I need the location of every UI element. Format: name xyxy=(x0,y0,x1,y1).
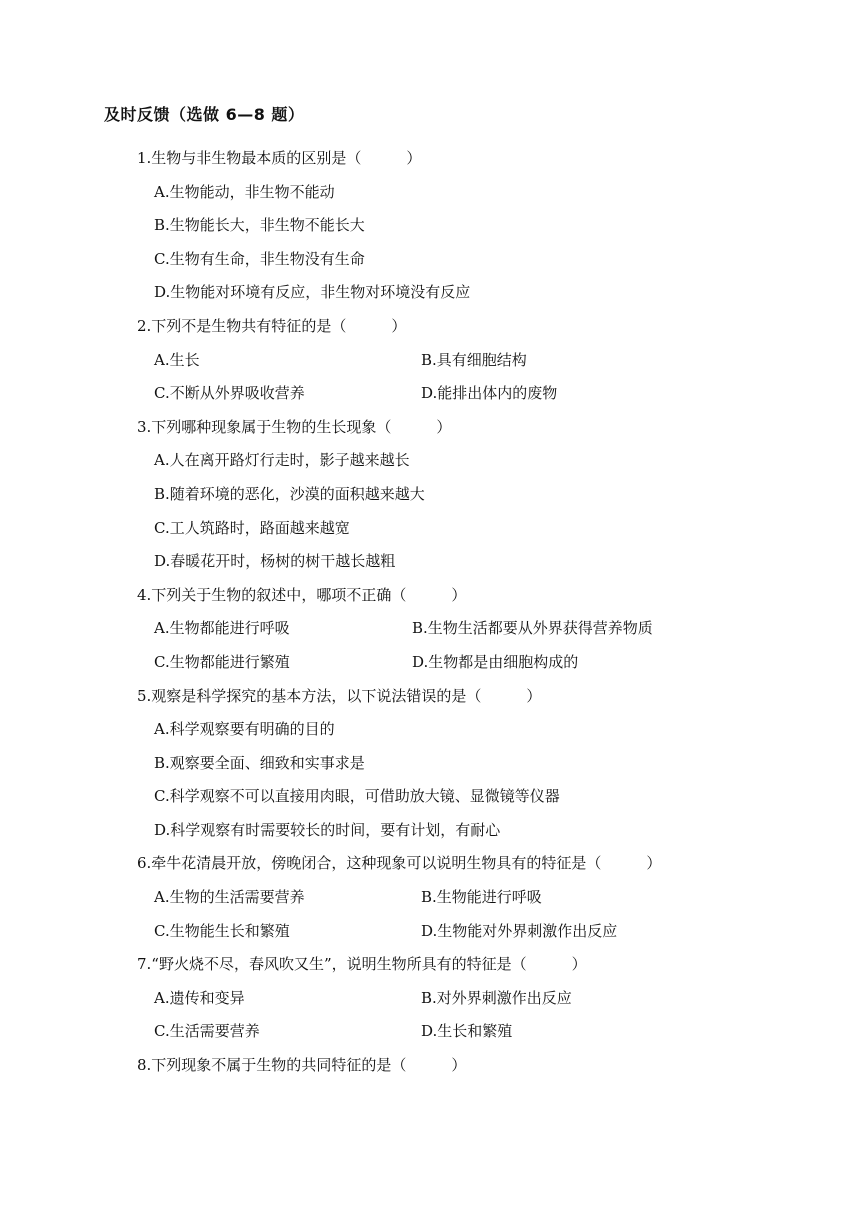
question-2-stem: 2.下列不是生物共有特征的是（ ） xyxy=(137,316,407,335)
question-7-options-row-1 xyxy=(137,982,837,1016)
question-6-option-b: B.生物能进行呼吸 xyxy=(421,888,542,907)
question-2-option-b: B.具有细胞结构 xyxy=(421,350,527,369)
question-5-option-a: A.科学观察要有明确的目的 xyxy=(154,720,335,739)
question-list xyxy=(137,142,837,1083)
question-6-stem: 6.牵牛花清晨开放，傍晚闭合，这种现象可以说明生物具有的特征是（ ） xyxy=(137,854,662,873)
question-7-option-a: A.遗传和变异 xyxy=(154,988,245,1007)
question-1-option-c: C.生物有生命，非生物没有生命 xyxy=(154,249,365,268)
question-6-options-row-2 xyxy=(137,915,837,949)
question-3-option-c: C.工人筑路时，路面越来越宽 xyxy=(154,518,350,537)
question-4-option-b: B.生物生活都要从外界获得营养物质 xyxy=(412,619,653,638)
question-1-option-b: B.生物能长大，非生物不能长大 xyxy=(154,216,365,235)
question-5-option-b: B.观察要全面、细致和实事求是 xyxy=(154,753,365,772)
question-2-option-d: D.能排出体内的废物 xyxy=(421,384,558,403)
question-3-option-a: A.人在离开路灯行走时，影子越来越长 xyxy=(154,451,410,470)
section-header: 及时反馈（选做 6—8 题） xyxy=(104,105,305,124)
question-1-option-a: A.生物能动，非生物不能动 xyxy=(154,182,335,201)
question-5-stem: 5.观察是科学探究的基本方法，以下说法错误的是（ ） xyxy=(137,686,542,705)
question-6-option-d: D.生物能对外界刺激作出反应 xyxy=(421,921,618,940)
question-7-option-d: D.生长和繁殖 xyxy=(421,1022,513,1041)
question-3-stem: 3.下列哪种现象属于生物的生长现象（ ） xyxy=(137,417,452,436)
question-4-options-row-2 xyxy=(137,646,837,680)
question-7-option-b: B.对外界刺激作出反应 xyxy=(421,988,572,1007)
question-6-options-row-1 xyxy=(137,881,837,915)
question-2-options-row-2 xyxy=(137,377,837,411)
question-2-options-row-1 xyxy=(137,344,837,378)
question-7-options-row-2 xyxy=(137,1015,837,1049)
question-8-stem: 8.下列现象不属于生物的共同特征的是（ ） xyxy=(137,1056,467,1075)
question-2-option-c: C.不断从外界吸收营养 xyxy=(154,384,305,403)
question-1-stem: 1.生物与非生物最本质的区别是（ ） xyxy=(137,149,422,167)
question-3-option-d: D.春暖花开时，杨树的树干越长越粗 xyxy=(154,552,396,571)
question-3-option-b: B.随着环境的恶化，沙漠的面积越来越大 xyxy=(154,484,425,503)
question-4-option-c: C.生物都能进行繁殖 xyxy=(154,652,290,671)
question-6-option-a: A.生物的生活需要营养 xyxy=(154,888,305,907)
question-4-option-a: A.生物都能进行呼吸 xyxy=(154,619,290,638)
question-5-option-c: C.科学观察不可以直接用肉眼，可借助放大镜、显微镜等仪器 xyxy=(154,787,560,806)
question-7-stem: 7.“野火烧不尽，春风吹又生”，说明生物所具有的特征是（ ） xyxy=(137,955,587,974)
question-4-stem: 4.下列关于生物的叙述中，哪项不正确（ ） xyxy=(137,585,467,604)
question-4-option-d: D.生物都是由细胞构成的 xyxy=(412,652,579,671)
question-6-option-c: C.生物能生长和繁殖 xyxy=(154,921,290,940)
question-4-options-row-1 xyxy=(137,612,837,646)
question-5-option-d: D.科学观察有时需要较长的时间，要有计划，有耐心 xyxy=(154,820,501,839)
question-7-option-c: C.生活需要营养 xyxy=(154,1022,260,1041)
question-2-option-a: A.生长 xyxy=(154,350,200,369)
question-1-option-d: D.生物能对环境有反应，非生物对环境没有反应 xyxy=(154,283,471,302)
